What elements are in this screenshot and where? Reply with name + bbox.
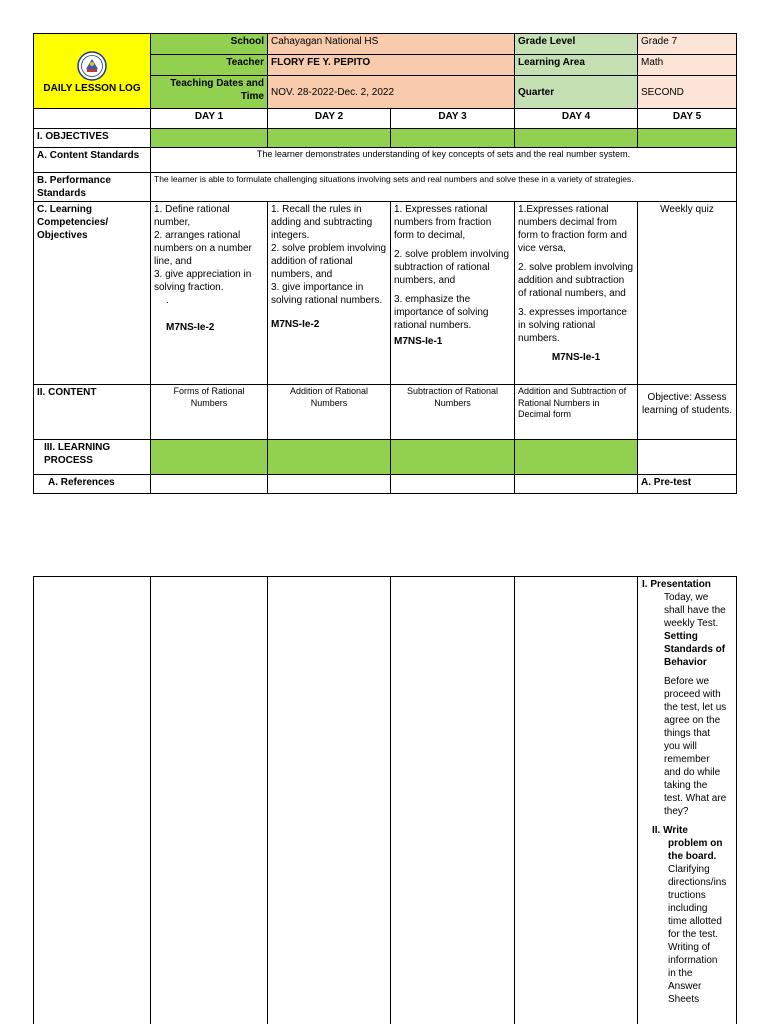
before-line: test. What are — [664, 793, 727, 804]
day4-competency-code: M7NS-Ie-1 — [551, 352, 601, 363]
quarter-value: SECOND — [638, 76, 737, 109]
write-line: tructions — [668, 890, 706, 901]
before-line: you will — [664, 741, 697, 752]
write-heading-line: II. Write — [652, 825, 688, 836]
objectives-day3 — [391, 129, 515, 148]
day-3-header: DAY 3 — [391, 109, 515, 129]
comp-day1-line: . — [166, 295, 169, 306]
day1-competency-code: M7NS-Ie-2 — [166, 322, 215, 333]
write-line: Sheets — [668, 994, 700, 1005]
teaching-dates-value: NOV. 28-2022-Dec. 2, 2022 — [268, 76, 515, 109]
content-label: II. CONTENT — [34, 385, 151, 440]
deped-seal-icon — [77, 51, 107, 81]
day-1-header: DAY 1 — [151, 109, 268, 129]
competencies-day1 — [151, 202, 268, 385]
daily-lesson-log-title: DAILY LESSON LOG — [43, 83, 141, 94]
learning-area-value: Math — [638, 55, 737, 76]
presentation-heading: I. Presentation — [642, 579, 711, 590]
learning-process-day1 — [151, 440, 268, 475]
learning-process-day4 — [515, 440, 638, 475]
teaching-dates-label: Teaching Dates and Time — [151, 76, 268, 109]
comp-day4-line: 2. solve problem involving addition and subtraction of rational numbers, and — [518, 262, 634, 299]
competencies-day4 — [515, 202, 638, 385]
before-line: proceed with — [664, 689, 721, 700]
content-standards-text: The learner demonstrates understanding of key concepts of sets and the real number system. — [151, 148, 737, 173]
comp-day4-line: 3. expresses importance in solving rational numbers. — [518, 307, 627, 344]
content-standards-label: A. Content Standards — [34, 148, 151, 173]
write-line: information — [668, 955, 718, 966]
write-line: for the test. — [668, 929, 719, 940]
day3-competency-code: M7NS-Ie-1 — [394, 336, 443, 347]
write-line: in the — [668, 968, 693, 979]
write-line: including — [668, 903, 708, 914]
activity-day2 — [268, 577, 391, 1024]
comp-day1-line: 3. give appreciation in solving fraction. — [154, 269, 252, 293]
objectives-day4 — [515, 129, 638, 148]
content-day5: Objective: Assess learning of students. — [638, 385, 737, 440]
quarter-label: Quarter — [515, 76, 638, 109]
comp-day1-line: 2. arranges rational numbers on a number line, and — [154, 230, 252, 267]
standards-line: Setting — [664, 631, 698, 642]
content-day2: Addition of Rational Numbers — [268, 385, 391, 440]
comp-day2-line: 2. solve problem involving addition of rational numbers, and — [271, 243, 387, 280]
teacher-value: FLORY FE Y. PEPITO — [268, 55, 515, 76]
competencies-day2 — [268, 202, 391, 385]
standards-line: Standards of — [664, 644, 726, 655]
content-day3: Subtraction of Rational Numbers — [391, 385, 515, 440]
before-line: agree on the — [664, 715, 721, 726]
activity-day3 — [391, 577, 515, 1024]
learning-process-label: III. LEARNING PROCESS — [34, 440, 151, 475]
activity-day4 — [515, 577, 638, 1024]
day-2-header: DAY 2 — [268, 109, 391, 129]
comp-day3-line: 1. Expresses rational numbers from fraction form to decimal, — [394, 204, 492, 241]
before-line: and do while — [664, 767, 721, 778]
learning-process-day5 — [638, 440, 737, 475]
performance-standards-label: B. Performance Standards — [34, 173, 151, 202]
grade-level-label: Grade Level — [515, 34, 638, 55]
presentation-line: shall have the — [664, 605, 726, 616]
content-day4: Addition and Subtraction of Rational Numbers in Decimal form — [515, 385, 638, 440]
before-line: Before we — [664, 676, 710, 687]
teacher-label: Teacher — [151, 55, 268, 76]
write-line: Clarifying — [668, 864, 710, 875]
competencies-day3 — [391, 202, 515, 385]
before-line: remember — [664, 754, 710, 765]
write-line: Writing of — [668, 942, 711, 953]
objectives-day2 — [268, 129, 391, 148]
competencies-label: C. Learning Competencies/ Objectives — [34, 202, 151, 385]
presentation-line: weekly Test. — [664, 618, 719, 629]
before-line: things that — [664, 728, 711, 739]
lesson-log-continued-table — [33, 576, 737, 1024]
school-label: School — [151, 34, 268, 55]
references-day1 — [151, 475, 268, 494]
learning-process-day2 — [268, 440, 391, 475]
references-day2 — [268, 475, 391, 494]
standards-line: Behavior — [664, 657, 707, 668]
school-value: Cahayagan National HS — [268, 34, 515, 55]
write-line: Answer — [668, 981, 702, 992]
presentation-line: Today, we — [664, 592, 709, 603]
learning-area-label: Learning Area — [515, 55, 638, 76]
objectives-day1 — [151, 129, 268, 148]
comp-day3-line: 3. emphasize the importance of solving rational numbers. — [394, 294, 489, 331]
lesson-log-table — [33, 33, 737, 494]
content-day1: Forms of Rational Numbers — [151, 385, 268, 440]
write-line: directions/ins — [668, 877, 727, 888]
day-4-header: DAY 4 — [515, 109, 638, 129]
logo-cell — [34, 34, 151, 109]
activity-col-label — [34, 577, 151, 1024]
references-label: A. References — [34, 475, 151, 494]
comp-day4-line: 1.Expresses rational numbers decimal from form to fraction form and vice versa, — [518, 204, 627, 254]
before-line: the test, let us — [664, 702, 727, 713]
days-row-blank — [34, 109, 151, 129]
write-line: time allotted — [668, 916, 722, 927]
objectives-day5 — [638, 129, 737, 148]
day-5-header: DAY 5 — [638, 109, 737, 129]
competencies-day5: Weekly quiz — [638, 202, 737, 385]
comp-day2-line: 3. give importance in solving rational numbers. — [271, 282, 383, 306]
day2-competency-code: M7NS-Ie-2 — [271, 319, 320, 330]
write-heading-line: problem on — [668, 838, 723, 849]
before-line: taking the — [664, 780, 708, 791]
references-day4 — [515, 475, 638, 494]
comp-day2-line: 1. Recall the rules in adding and subtracting integers. — [271, 204, 373, 241]
activity-day1 — [151, 577, 268, 1024]
activity-day5 — [638, 577, 737, 1024]
references-day5: A. Pre-test — [638, 475, 737, 494]
comp-day3-line: 2. solve problem involving subtraction of rational numbers, and — [394, 249, 510, 286]
references-day3 — [391, 475, 515, 494]
objectives-label: I. OBJECTIVES — [34, 129, 151, 148]
learning-process-day3 — [391, 440, 515, 475]
performance-standards-text: The learner is able to formulate challenging situations involving sets and real numbers and solve these in a variety of strategies. — [151, 173, 737, 202]
comp-day1-line: 1. Define rational number, — [154, 204, 230, 228]
write-heading-line: the board. — [668, 851, 717, 862]
grade-level-value: Grade 7 — [638, 34, 737, 55]
before-line: they? — [664, 806, 689, 817]
